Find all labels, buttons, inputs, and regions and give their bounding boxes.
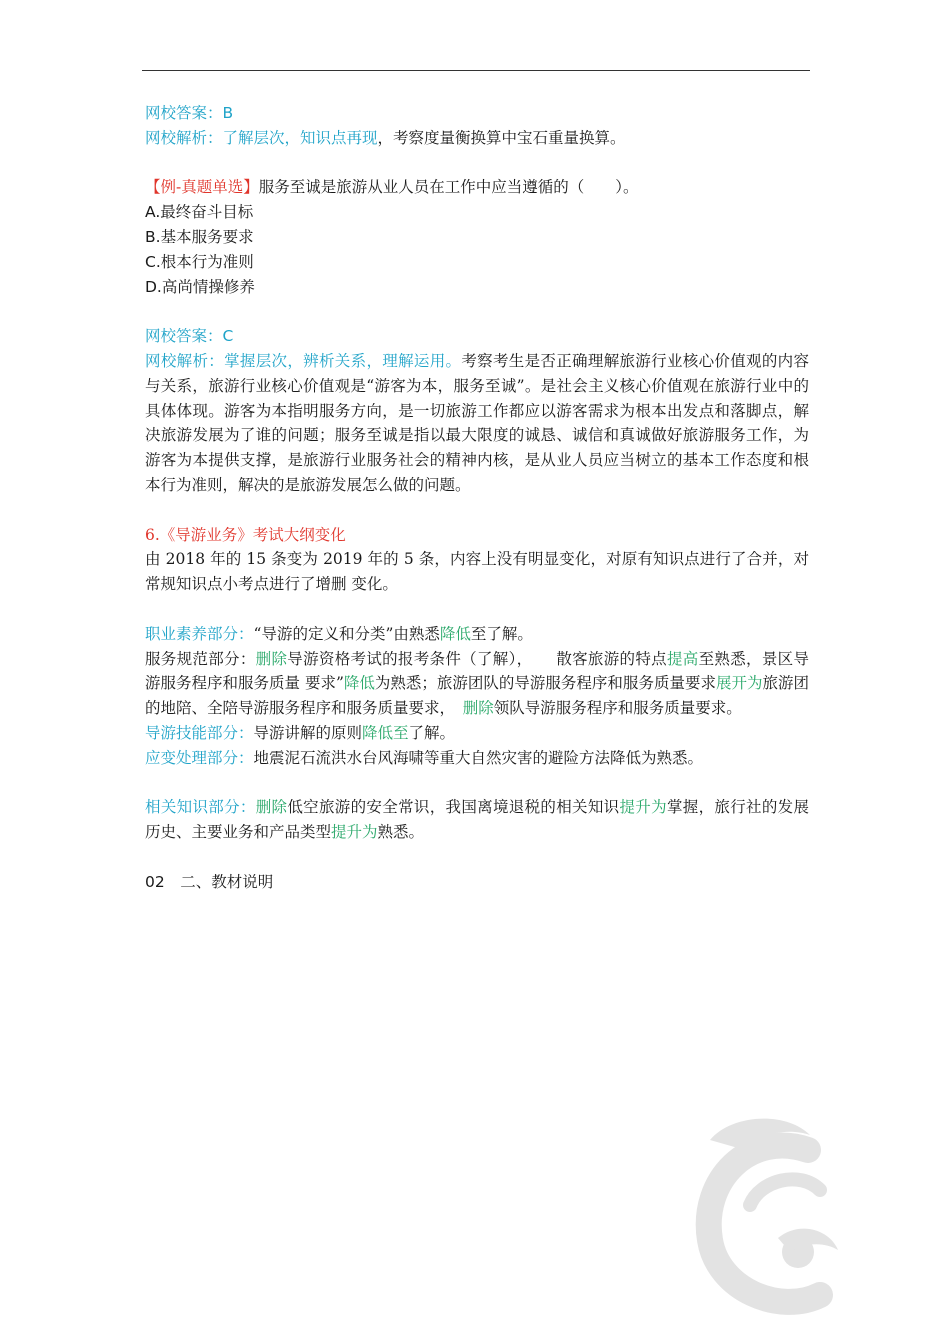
- jineng-label: 导游技能部分：: [145, 723, 254, 742]
- question-tag: 【例-真题单选】: [145, 178, 259, 197]
- option-text: 根本行为准则: [160, 252, 254, 271]
- fuwu-label: 服务规范部分：: [145, 649, 256, 668]
- jineng-text-2: 了解。: [408, 723, 456, 742]
- keyword: 删除: [255, 798, 288, 817]
- analysis-text: ，考察度量衡换算中宝石重量换算。: [377, 128, 626, 147]
- jineng-text-1: 导游讲解的原则: [253, 723, 363, 742]
- option-text: 最终奋斗目标: [160, 203, 254, 222]
- xiangguan-text-1: 低空旅游的安全常识，我国离境退税的相关知识: [287, 798, 620, 817]
- option-key: C.: [145, 252, 161, 271]
- option-key: B.: [145, 227, 161, 246]
- jineng-paragraph: [145, 721, 809, 746]
- zhiye-paragraph: [145, 622, 809, 647]
- yingbian-paragraph: [145, 746, 809, 771]
- zhiye-text-1: “导游的定义和分类”由熟悉: [253, 624, 440, 643]
- header-rule: [142, 70, 810, 71]
- keyword: 删除: [462, 699, 494, 718]
- keyword: 展开为: [715, 674, 763, 693]
- q2-stem: [145, 175, 809, 200]
- dolphin-logo-icon: [690, 1110, 840, 1320]
- keyword: 降低: [439, 624, 471, 643]
- analysis-level: 了解层次，知识点再现: [222, 128, 378, 147]
- answer-label: 网校答案：: [145, 327, 223, 346]
- keyword: 降低至: [362, 723, 409, 742]
- yingbian-label: 应变处理部分：: [145, 748, 254, 767]
- q1-answer: [145, 101, 809, 126]
- analysis-label: 网校解析：: [145, 128, 223, 147]
- question-stem: 服务至诚是旅游从业人员在工作中应当遵循的（ ）。: [258, 178, 639, 197]
- fuwu-text-5: 领队导游服务程序和服务质量要求。: [493, 699, 742, 718]
- option-a: [145, 200, 809, 225]
- option-c: [145, 250, 809, 275]
- option-text: 基本服务要求: [160, 227, 254, 246]
- zhiye-text-2: 至了解。: [470, 624, 533, 643]
- xiangguan-paragraph: [145, 795, 809, 845]
- fuwu-text-2: 至熟悉，景区导游服务程序和服务质量 要求”: [145, 649, 809, 693]
- option-text: 高尚情操修养: [161, 277, 255, 296]
- fuwu-text-3: 为熟悉；旅游团队的导游服务程序和服务质量要求: [374, 674, 716, 693]
- zhiye-label: 职业素养部分：: [145, 624, 254, 643]
- option-b: [145, 225, 809, 250]
- analysis-label: 网校解析：: [145, 351, 225, 370]
- fuwu-text-4: 旅游团的地陪、全陪导游服务程序和服务质量要求，: [145, 674, 809, 718]
- option-d: [145, 275, 809, 300]
- answer-value: B: [222, 104, 234, 122]
- document-body: [145, 101, 809, 895]
- answer-label: 网校答案：: [145, 104, 223, 122]
- option-key: D.: [145, 277, 162, 296]
- footer-section-heading: [145, 870, 809, 895]
- yingbian-text: 地震泥石流洪水台风海啸等重大自然灾害的避险方法降低为熟悉。: [253, 748, 704, 767]
- keyword: 提高: [666, 649, 699, 668]
- keyword: 降低: [343, 674, 375, 693]
- analysis-text: 考察考生是否正确理解旅游行业核心价值观的内容与关系，旅游行业核心价值观是“游客为本，服务至诚”。是社会主义核心价值观在旅游行业中的具体体现。游客为本指明服务方向，是一切旅游工作都应以游客需求为根本出发点和落脚点，解决旅游发展为了谁的问题；服务至诚是指以最大限度的诚恳、诚信和真诚做好旅游服务工作，为游客为本提供支撑，是旅游行业服务社会的精神内核，是从业人员应当树立的基本工作态度和根本行为准则，解决的是旅游发展怎么做的问题。: [145, 351, 809, 494]
- keyword: 提升为: [331, 823, 378, 842]
- keyword: 删除: [255, 649, 288, 668]
- fuwu-text-1: 导游资格考试的报考条件（了解）， 散客旅游的特点: [287, 649, 667, 668]
- q1-analysis: [145, 126, 809, 151]
- q2-analysis: [145, 349, 809, 498]
- section6-intro: 由 2018 年的 15 条变为 2019 年的 5 条，内容上没有明显变化，对原有知识点进行了合并，对常规知识点小考点进行了增删 变化。: [145, 550, 809, 594]
- xiangguan-text-2: 掌握，旅行社的发展历史、主要业务和产品类型: [145, 798, 809, 842]
- option-key: A.: [145, 203, 161, 222]
- section-title: 二、教材说明: [180, 872, 274, 891]
- analysis-level: 掌握层次，辨析关系，理解运用。: [224, 351, 462, 370]
- xiangguan-text-3: 熟悉。: [377, 823, 425, 842]
- fuwu-paragraph: [145, 647, 809, 721]
- xiangguan-label: 相关知识部分：: [145, 798, 256, 817]
- q2-answer: [145, 324, 809, 349]
- section-number: 02: [145, 872, 165, 891]
- keyword: 提升为: [619, 798, 667, 817]
- answer-value: C: [222, 327, 234, 346]
- section6-heading: 6.《导游业务》考试大纲变化: [145, 525, 346, 544]
